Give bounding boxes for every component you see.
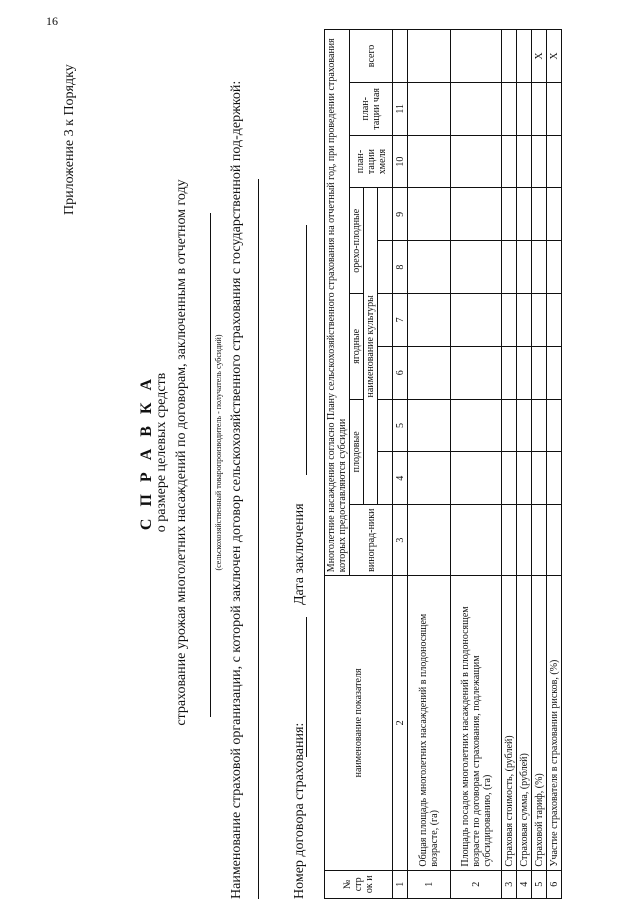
data-cell[interactable] (547, 346, 562, 399)
data-cell[interactable] (502, 82, 517, 135)
header-tea: план-тации чая (350, 82, 393, 135)
recipient-blank-line[interactable] (210, 213, 211, 717)
row-label: Страховая стоимость, (рублей) (502, 576, 517, 870)
data-cell[interactable] (451, 294, 502, 347)
insurer-blank-line[interactable] (246, 179, 259, 899)
data-cell[interactable] (517, 399, 532, 452)
data-cell[interactable] (451, 452, 502, 505)
total-cell[interactable] (451, 30, 502, 83)
data-cell[interactable] (502, 399, 517, 452)
header-vineyards: виноград-ники (350, 505, 393, 576)
row-label: Страховой тариф, (%) (532, 576, 547, 870)
data-cell[interactable] (451, 241, 502, 294)
appendix-label: Приложение 3 к Порядку (62, 64, 77, 215)
data-cell[interactable] (532, 188, 547, 241)
contract-number-label: Номер договора страхования: (292, 722, 307, 899)
data-cell[interactable] (517, 82, 532, 135)
column-number: 3 (393, 505, 408, 576)
data-cell[interactable] (532, 135, 547, 188)
data-cell[interactable] (451, 346, 502, 399)
data-cell[interactable] (517, 188, 532, 241)
header-blank (378, 452, 393, 505)
table-row (547, 30, 562, 899)
row-label: Страховая сумма, (рублей) (517, 576, 532, 870)
data-cell[interactable] (502, 294, 517, 347)
column-number: 5 (393, 399, 408, 452)
data-cell[interactable] (451, 188, 502, 241)
column-number: 7 (393, 294, 408, 347)
row-number: 4 (517, 870, 532, 898)
data-cell[interactable] (408, 135, 451, 188)
column-number: 9 (393, 188, 408, 241)
data-cell[interactable] (408, 346, 451, 399)
column-number: 8 (393, 241, 408, 294)
row-number: 3 (502, 870, 517, 898)
row-label: Участие страхователя в страховании рисков, (%) (547, 576, 562, 870)
document-purpose: страхование урожая многолетних насаждений по договорам, заключенным в отчетном году (174, 179, 189, 726)
data-cell[interactable] (517, 294, 532, 347)
data-cell[interactable] (502, 188, 517, 241)
contract-date-blank[interactable] (306, 225, 307, 475)
data-cell[interactable] (517, 452, 532, 505)
data-cell[interactable] (502, 346, 517, 399)
data-cell[interactable] (451, 135, 502, 188)
document-title: С П Р А В К А (138, 374, 155, 531)
data-cell[interactable] (547, 505, 562, 576)
contract-number-blank[interactable] (306, 617, 307, 757)
data-cell[interactable] (532, 241, 547, 294)
data-cell[interactable] (517, 241, 532, 294)
column-number: 2 (393, 576, 408, 870)
data-cell[interactable] (408, 241, 451, 294)
document-subtitle: о размере целевых средств (154, 372, 169, 533)
data-cell[interactable] (517, 505, 532, 576)
row-number: 2 (451, 870, 502, 898)
table-row (502, 30, 517, 899)
header-row-number: № стр ок и (325, 870, 393, 898)
data-cell[interactable] (408, 294, 451, 347)
data-cell[interactable] (502, 135, 517, 188)
data-cell[interactable] (547, 241, 562, 294)
data-cell[interactable] (408, 505, 451, 576)
data-cell[interactable] (451, 505, 502, 576)
data-cell[interactable] (532, 82, 547, 135)
data-cell[interactable] (547, 452, 562, 505)
data-cell[interactable] (502, 452, 517, 505)
header-blank (378, 294, 393, 347)
header-blank (378, 399, 393, 452)
data-cell[interactable] (532, 452, 547, 505)
header-plan: Многолетние насаждения согласно Плану сельскохозяйственного страхования на отчетный год, при проведении страхования которых предоставляются субсидии (325, 30, 350, 576)
header-blank (378, 188, 393, 241)
column-number: 6 (393, 346, 408, 399)
column-number: 11 (393, 82, 408, 135)
row-number: 6 (547, 870, 562, 898)
data-cell[interactable] (547, 188, 562, 241)
insurer-field (228, 39, 265, 899)
row-number: 5 (532, 870, 547, 898)
column-number: 4 (393, 452, 408, 505)
data-cell[interactable] (517, 346, 532, 399)
row-label: Площадь посадок многолетних насаждений в плодоносящем возрасте по договорам страхования, подлежащим субсидированию, (га) (451, 576, 502, 870)
contract-date-label: Дата заключения (292, 503, 307, 605)
data-cell[interactable] (547, 82, 562, 135)
data-cell[interactable] (451, 399, 502, 452)
total-cell[interactable] (517, 30, 532, 83)
table-row (408, 30, 451, 899)
subsidy-table (324, 29, 562, 899)
data-cell[interactable] (408, 188, 451, 241)
total-cell[interactable] (502, 30, 517, 83)
total-cell: X (532, 30, 547, 83)
header-blank (393, 30, 408, 83)
data-cell[interactable] (532, 294, 547, 347)
data-cell[interactable] (502, 241, 517, 294)
header-berry: ягодные (350, 294, 364, 400)
data-cell[interactable] (517, 135, 532, 188)
data-cell[interactable] (408, 399, 451, 452)
table-row (532, 30, 547, 899)
data-cell[interactable] (532, 505, 547, 576)
header-blank (378, 346, 393, 399)
data-cell[interactable] (547, 399, 562, 452)
header-total: всего (350, 30, 393, 83)
data-cell[interactable] (532, 399, 547, 452)
table-row (517, 30, 532, 899)
header-blank (378, 241, 393, 294)
page-number: 16 (46, 14, 58, 28)
data-cell[interactable] (408, 452, 451, 505)
column-number: 10 (393, 135, 408, 188)
header-crop-names: наименование культуры (364, 188, 378, 505)
data-cell[interactable] (547, 294, 562, 347)
header-fruit: плодовые (350, 399, 364, 505)
table-row (451, 30, 502, 899)
data-cell[interactable] (451, 82, 502, 135)
total-cell: X (547, 30, 562, 83)
column-number: 1 (393, 870, 408, 898)
data-cell[interactable] (532, 346, 547, 399)
total-cell[interactable] (408, 30, 451, 83)
data-cell[interactable] (502, 505, 517, 576)
recipient-hint: (сельскохозяйственный товаропроизводитель - получатель субсидий) (214, 334, 223, 571)
data-cell[interactable] (408, 82, 451, 135)
data-cell[interactable] (547, 135, 562, 188)
header-nut: орехо-плодные (350, 188, 364, 294)
insurer-label: Наименование страховой организации, с которой заключен договор сельскохозяйственного страхования с государственной под-держкой: (229, 80, 244, 899)
header-indicator: наименование показателя (325, 576, 393, 870)
row-number: 1 (408, 870, 451, 898)
header-hop: план-тации хмеля (350, 135, 393, 188)
row-label: Общая площадь многолетних насаждений в плодоносящем возрасте, (га) (408, 576, 451, 870)
